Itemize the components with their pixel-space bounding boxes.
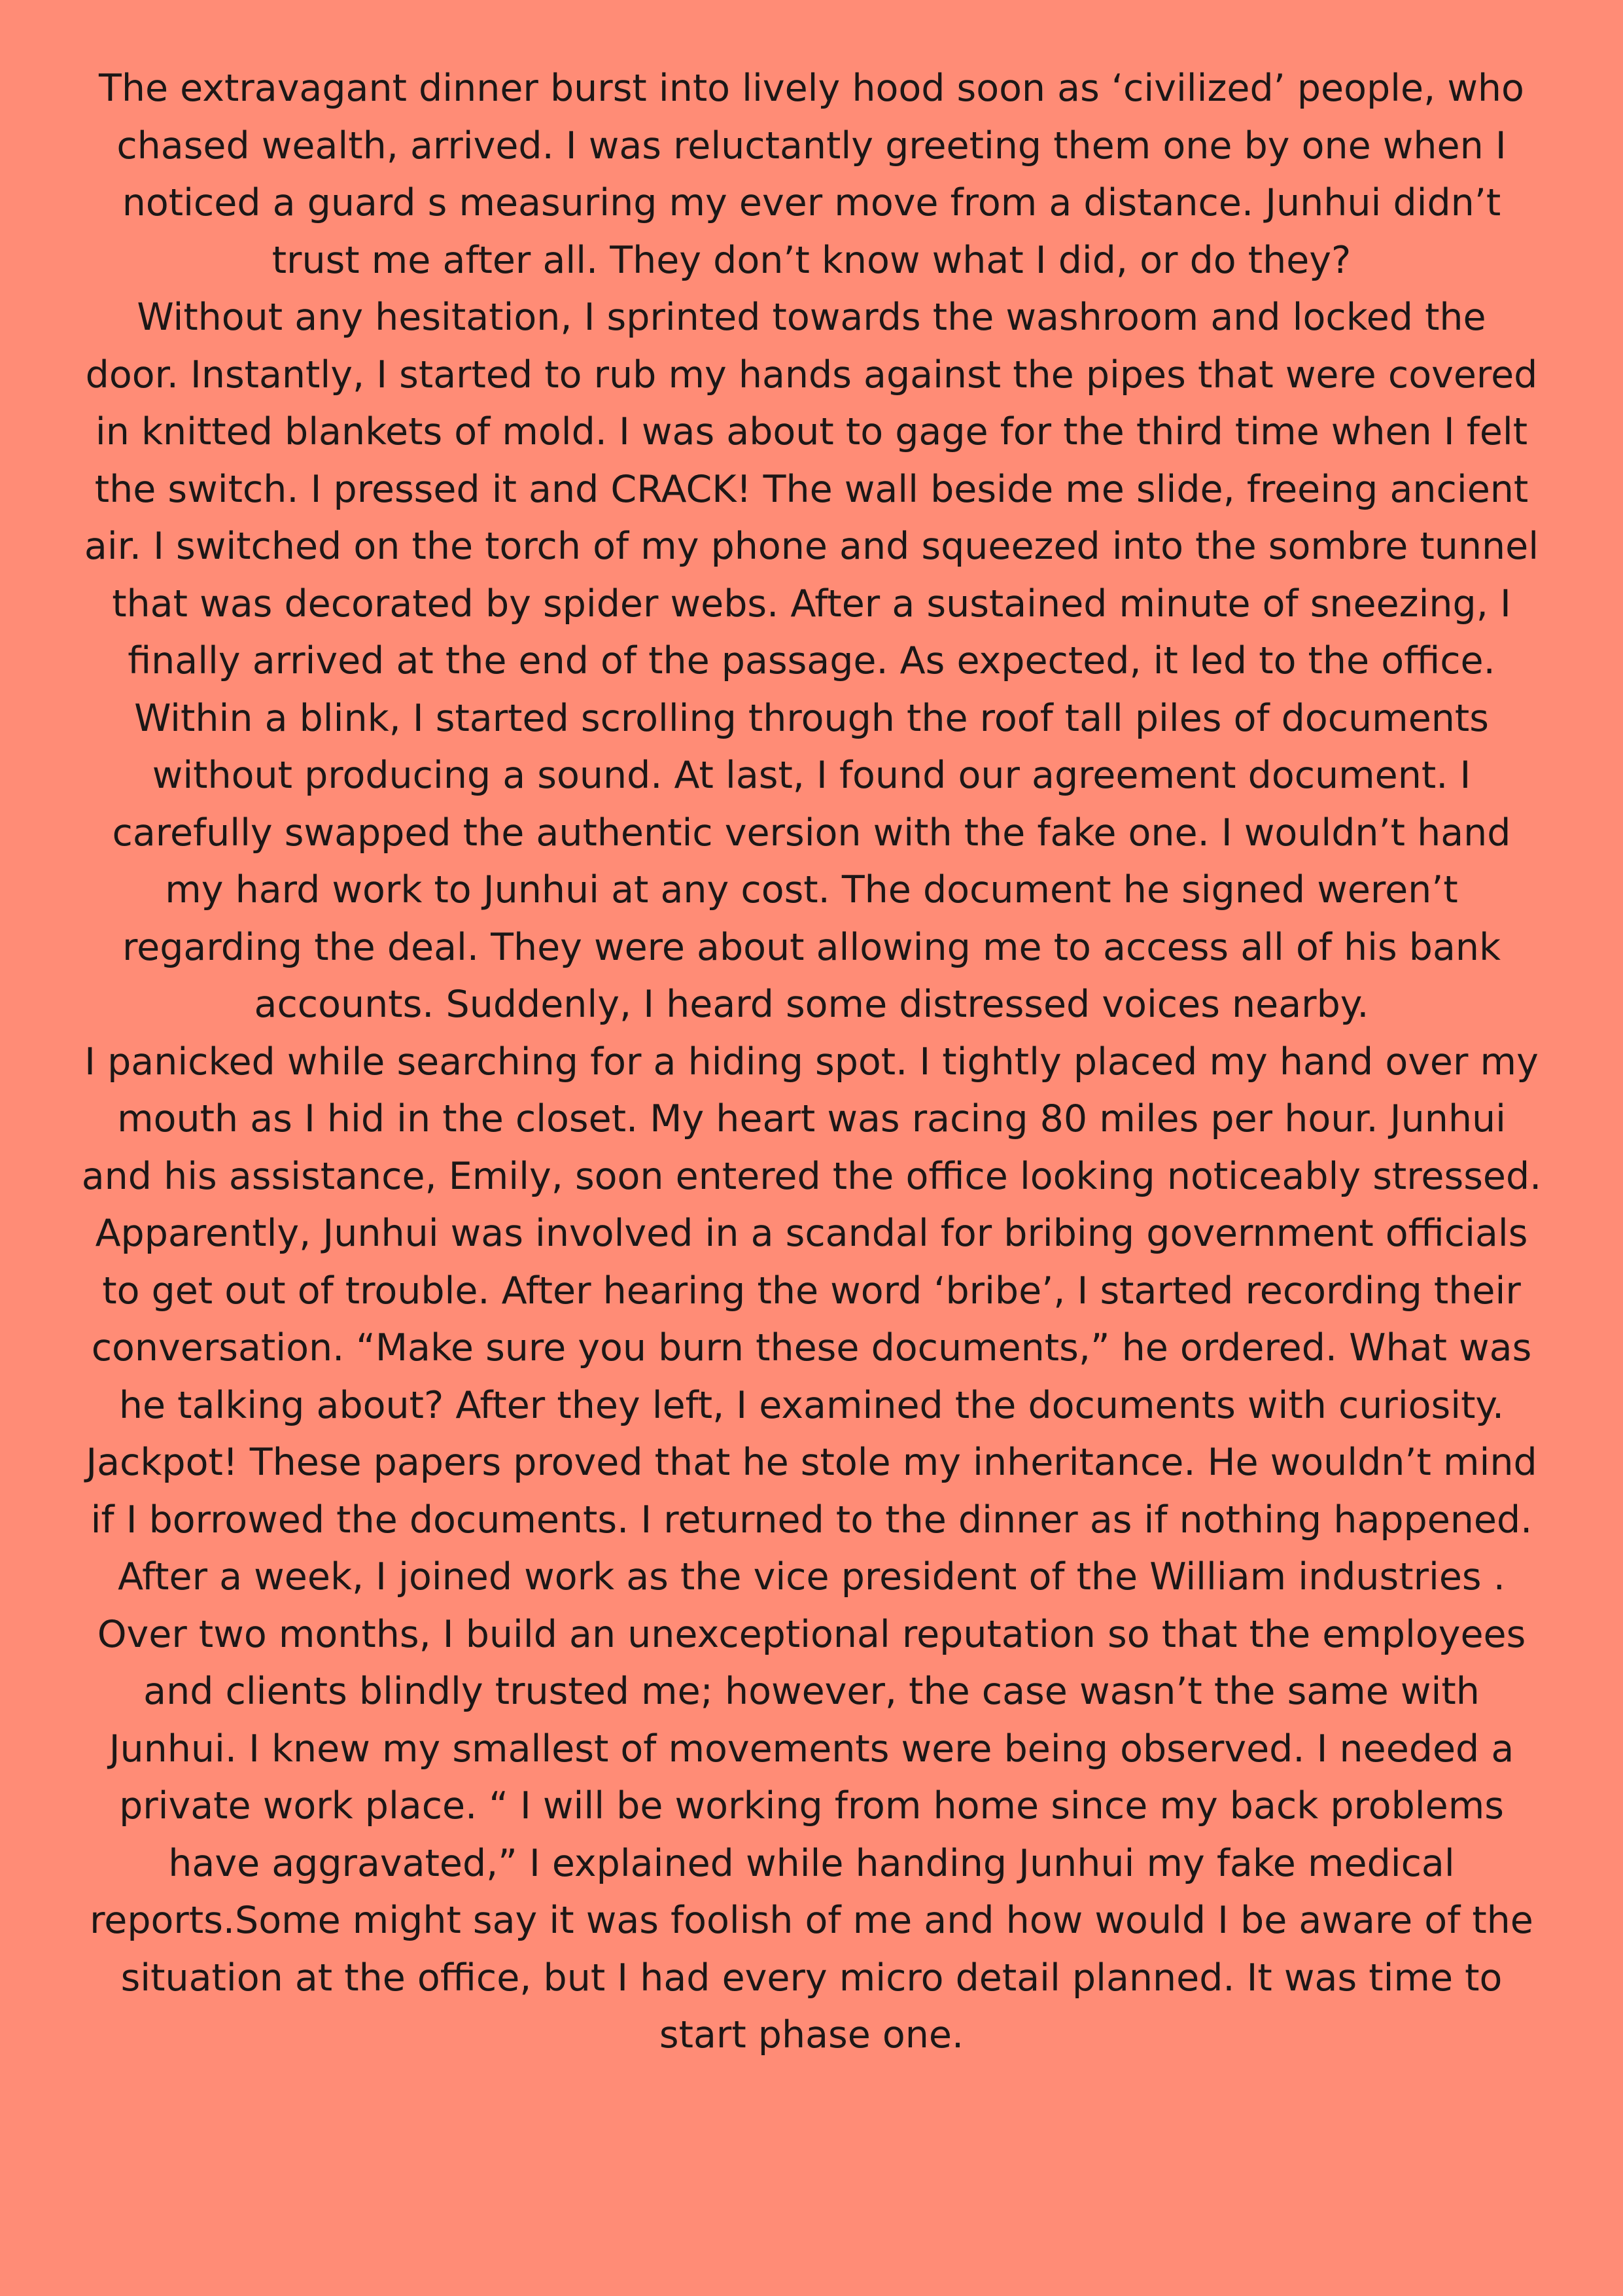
text-line: After a week, I joined work as the vice president of the William industries . (118, 1555, 1505, 1598)
text-line: private work place. “ I will be working from home since my back problems (119, 1784, 1504, 1828)
text-line: that was decorated by spider webs. After a sustained minute of sneezing, I (112, 582, 1511, 626)
text-line: situation at the office, but I had every micro detail planned. It was time to (120, 1956, 1503, 2000)
text-line: regarding the deal. They were about allowing me to access all of his bank (122, 925, 1501, 969)
text-line: reports.Some might say it was foolish of me and how would I be aware of the (90, 1899, 1533, 1942)
text-line: my hard work to Junhui at any cost. The document he signed weren’t (165, 868, 1458, 911)
text-line: to get out of trouble. After hearing the word ‘bribe’, I started recording their (102, 1269, 1521, 1313)
text-line: start phase one. (659, 2013, 964, 2057)
text-line: door. Instantly, I started to rub my hands against the pipes that were covered (85, 353, 1538, 397)
text-line: Junhui. I knew my smallest of movements were being observed. I needed a (109, 1727, 1514, 1771)
text-line: I panicked while searching for a hiding spot. I tightly placed my hand over my (84, 1040, 1539, 1084)
text-line: Without any hesitation, I sprinted towards the washroom and locked the (137, 296, 1486, 339)
text-line: without producing a sound. At last, I found our agreement document. I (152, 754, 1471, 797)
text-line: trust me after all. They don’t know what I did, or do they? (271, 238, 1352, 282)
text-line: he talking about? After they left, I examined the documents with curiosity. (118, 1383, 1505, 1427)
text-line: have aggravated,” I explained while handing Junhui my fake medical (168, 1841, 1455, 1885)
text-line: Jackpot! These papers proved that he stole my inheritance. He wouldn’t mind (86, 1441, 1537, 1484)
text-line: mouth as I hid in the closet. My heart was racing 80 miles per hour. Junhui (117, 1097, 1506, 1140)
text-line: conversation. “Make sure you burn these documents,” he ordered. What was (91, 1326, 1532, 1369)
text-line: Over two months, I build an unexceptional reputation so that the employees (97, 1612, 1526, 1656)
text-line: and clients blindly trusted me; however, the case wasn’t the same with (143, 1670, 1480, 1713)
text-line: the switch. I pressed it and CRACK! The wall beside me slide, freeing ancient (94, 467, 1529, 511)
story-text (39, 60, 1584, 2064)
text-line: noticed a guard s measuring my ever move from a distance. Junhui didn’t (122, 181, 1501, 224)
text-line: and his assistance, Emily, soon entered the office looking noticeably stressed. (81, 1154, 1542, 1198)
text-line: accounts. Suddenly, I heard some distressed voices nearby. (254, 983, 1369, 1026)
text-line: carefully swapped the authentic version with the fake one. I wouldn’t hand (112, 811, 1511, 855)
text-line: chased wealth, arrived. I was reluctantly greeting them one by one when I (116, 124, 1507, 168)
text-line: if I borrowed the documents. I returned to the dinner as if nothing happened. (90, 1498, 1533, 1542)
text-line: The extravagant dinner burst into lively hood soon as ‘civilized’ people, who (99, 67, 1524, 110)
text-line: air. I switched on the torch of my phone and squeezed into the sombre tunnel (84, 525, 1539, 568)
text-line: finally arrived at the end of the passage. As expected, it led to the office. (128, 639, 1495, 682)
text-line: Within a blink, I started scrolling through the roof tall piles of documents (134, 696, 1489, 740)
text-line: in knitted blankets of mold. I was about to gage for the third time when I felt (95, 410, 1528, 453)
text-line: Apparently, Junhui was involved in a scandal for bribing government officials (95, 1212, 1528, 1255)
